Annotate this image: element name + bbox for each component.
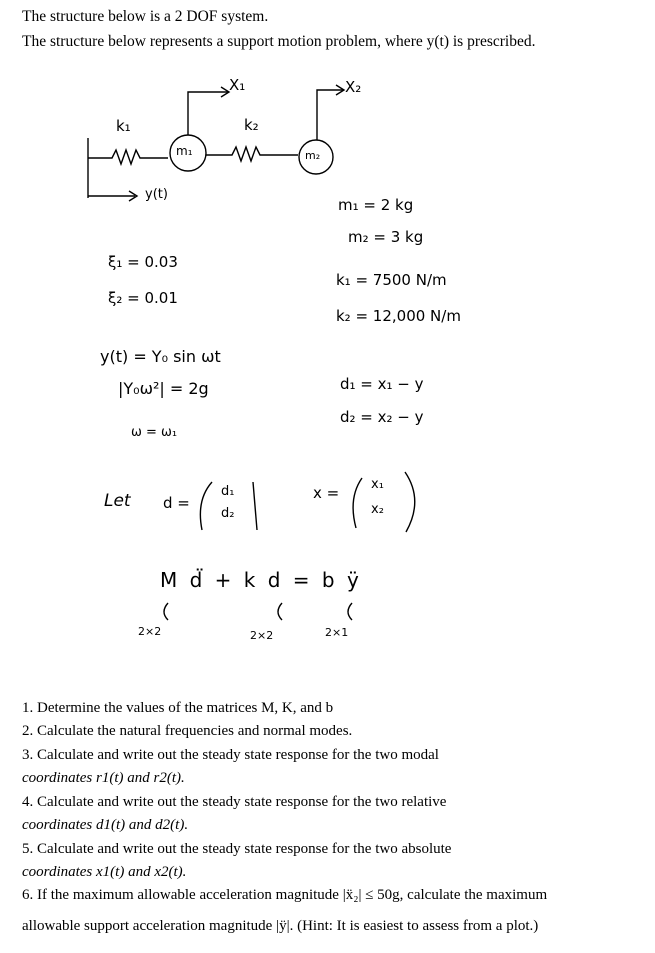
x-bracket-right xyxy=(405,472,415,532)
spring-k2 xyxy=(206,147,298,161)
x-vector-x1: x₁ xyxy=(371,477,384,492)
m1-label: m₁ xyxy=(176,144,193,158)
hook-k xyxy=(278,603,282,620)
m1-value: m₁ = 2 kg xyxy=(338,196,414,214)
d-vector-label: d = xyxy=(163,494,190,512)
omega-eq: ω = ω₁ xyxy=(131,425,178,440)
question-6-line-1: 6. If the maximum allowable acceleration magnitude |ẍ₂| ≤ 50g, calculate the maximum xyxy=(22,887,548,903)
question-2: 2. Calculate the natural frequencies and normal modes. xyxy=(22,723,353,739)
k2-value: k₂ = 12,000 N/m xyxy=(336,307,461,325)
d2-eq: d₂ = x₂ − y xyxy=(340,408,424,426)
zeta2-value: ξ₂ = 0.01 xyxy=(108,289,178,307)
d-bracket-left xyxy=(200,482,212,530)
question-3-line-1: 3. Calculate and write out the steady state response for the two modal xyxy=(22,747,439,763)
d-bracket-right xyxy=(253,482,257,530)
zeta1-value: ξ₁ = 0.03 xyxy=(108,253,178,271)
equation-of-motion: M d̈ + k d = b ÿ xyxy=(160,568,362,592)
d1-eq: d₁ = x₁ − y xyxy=(340,375,424,393)
hook-M xyxy=(164,603,168,620)
hook-b xyxy=(348,603,352,620)
support-acc-eq: |Y₀ω²| = 2g xyxy=(118,379,209,398)
x2-line xyxy=(317,90,343,140)
d-vector-d2: d₂ xyxy=(221,506,235,521)
x1-line xyxy=(188,92,228,135)
x-vector-x2: x₂ xyxy=(371,502,384,517)
k1-value: k₁ = 7500 N/m xyxy=(336,271,447,289)
dim-k: 2×2 xyxy=(250,629,274,642)
x2-label: X₂ xyxy=(345,78,362,96)
support-motion-eq: y(t) = Y₀ sin ωt xyxy=(100,347,221,366)
question-6-line-2: allowable support acceleration magnitude |ÿ|. (Hint: It is easiest to assess from a plot.) xyxy=(22,918,539,934)
question-5-line-2: coordinates x1(t) and x2(t). xyxy=(22,864,187,880)
question-1: 1. Determine the values of the matrices M, K, and b xyxy=(22,700,334,716)
m2-value: m₂ = 3 kg xyxy=(348,228,424,246)
k2-label: k₂ xyxy=(244,116,259,134)
question-3-line-2: coordinates r1(t) and r2(t). xyxy=(22,770,185,786)
y-label: y(t) xyxy=(145,187,168,202)
dim-M: 2×2 xyxy=(138,625,162,638)
let-text: Let xyxy=(104,491,131,511)
intro-line-2: The structure below represents a support motion problem, where y(t) is prescribed. xyxy=(22,33,536,50)
question-4-line-1: 4. Calculate and write out the steady state response for the two relative xyxy=(22,794,447,810)
question-5-line-1: 5. Calculate and write out the steady state response for the two absolute xyxy=(22,841,452,857)
m2-label: m₂ xyxy=(305,149,321,162)
question-4-line-2: coordinates d1(t) and d2(t). xyxy=(22,817,189,833)
dim-b: 2×1 xyxy=(325,626,349,639)
intro-line-1: The structure below is a 2 DOF system. xyxy=(22,8,269,25)
k1-label: k₁ xyxy=(116,117,131,135)
x-bracket-left xyxy=(353,478,362,528)
x1-label: X₁ xyxy=(229,76,246,94)
x-vector-label: x = xyxy=(313,484,340,502)
d-vector-d1: d₁ xyxy=(221,484,235,499)
spring-k1 xyxy=(105,150,168,164)
